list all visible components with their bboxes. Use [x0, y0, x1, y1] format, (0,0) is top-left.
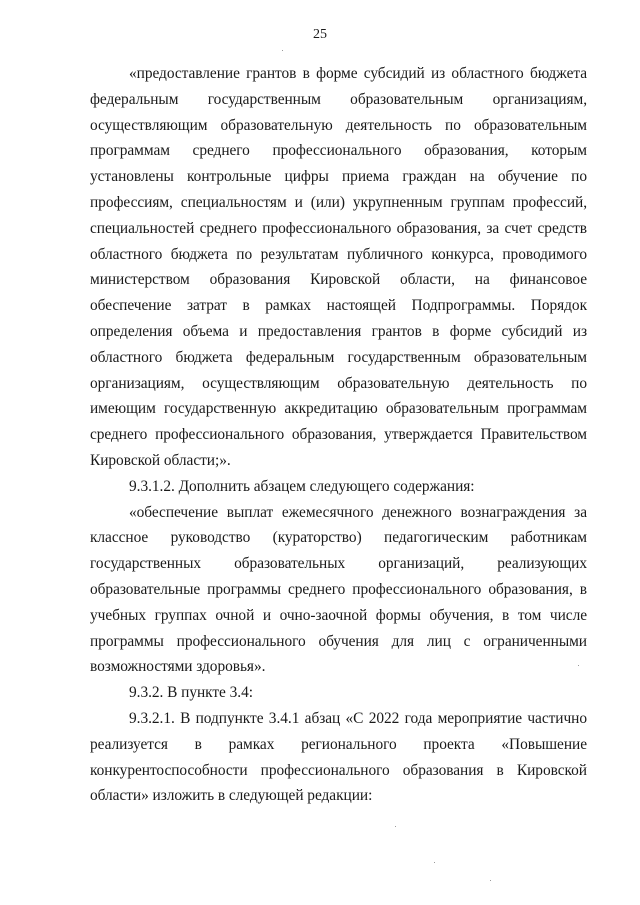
scan-speck	[434, 862, 435, 863]
page-number: 25	[313, 27, 327, 42]
paragraph-item-9-3-1-2: 9.3.1.2. Дополнить абзацем следующего содержания:	[129, 477, 475, 495]
paragraph-item-9-3-2-1: 9.3.2.1. В подпункте 3.4.1 абзац «С 2022 года мероприятие частично реализуется в рамках регионального проекта «Повышение конкурентоспособности профессионального образования в Кировской области» изложить в следующей редакции:	[90, 709, 587, 805]
scan-speck	[395, 826, 396, 827]
scan-speck	[578, 665, 579, 666]
document-body	[90, 61, 587, 809]
scan-speck	[490, 880, 491, 881]
paragraph-item-9-3-2: 9.3.2. В пункте 3.4:	[129, 684, 253, 702]
scan-speck	[282, 50, 283, 51]
paragraph-class-supervision-payments: «обеспечение выплат ежемесячного денежного вознаграждения за классное руководство (кураторство) педагогическим работникам государственных образовательных организаций, реализующих образовательные программы среднего профессионального образования, в учебных группах очной и очно-заочной формы обучения, в том числе программы профессионального обучения для лиц с ограниченными возможностями здоровья».	[90, 503, 587, 676]
paragraph-grant-provision: «предоставление грантов в форме субсидий из областного бюджета федеральным государственным образовательным организациям, осуществляющим образовательную деятельность по образовательным программам среднего профессионального образования, которым установлены контрольные цифры приема граждан на обучение по профессиям, специальностям и (или) укрупненным группам профессий, специальностей среднего профессионального образования, за счет средств областного бюджета по результатам публичного конкурса, проводимого министерством образования Кировской области, на финансовое обеспечение затрат в рамках настоящей Подпрограммы. Порядок определения объема и предоставления грантов в форме субсидий из областного бюджета федеральным государственным образовательным организациям, осуществляющим образовательную деятельность по имеющим государственную аккредитацию образовательным программам среднего профессионального образования, утверждается Правительством Кировской области;».	[90, 65, 587, 469]
